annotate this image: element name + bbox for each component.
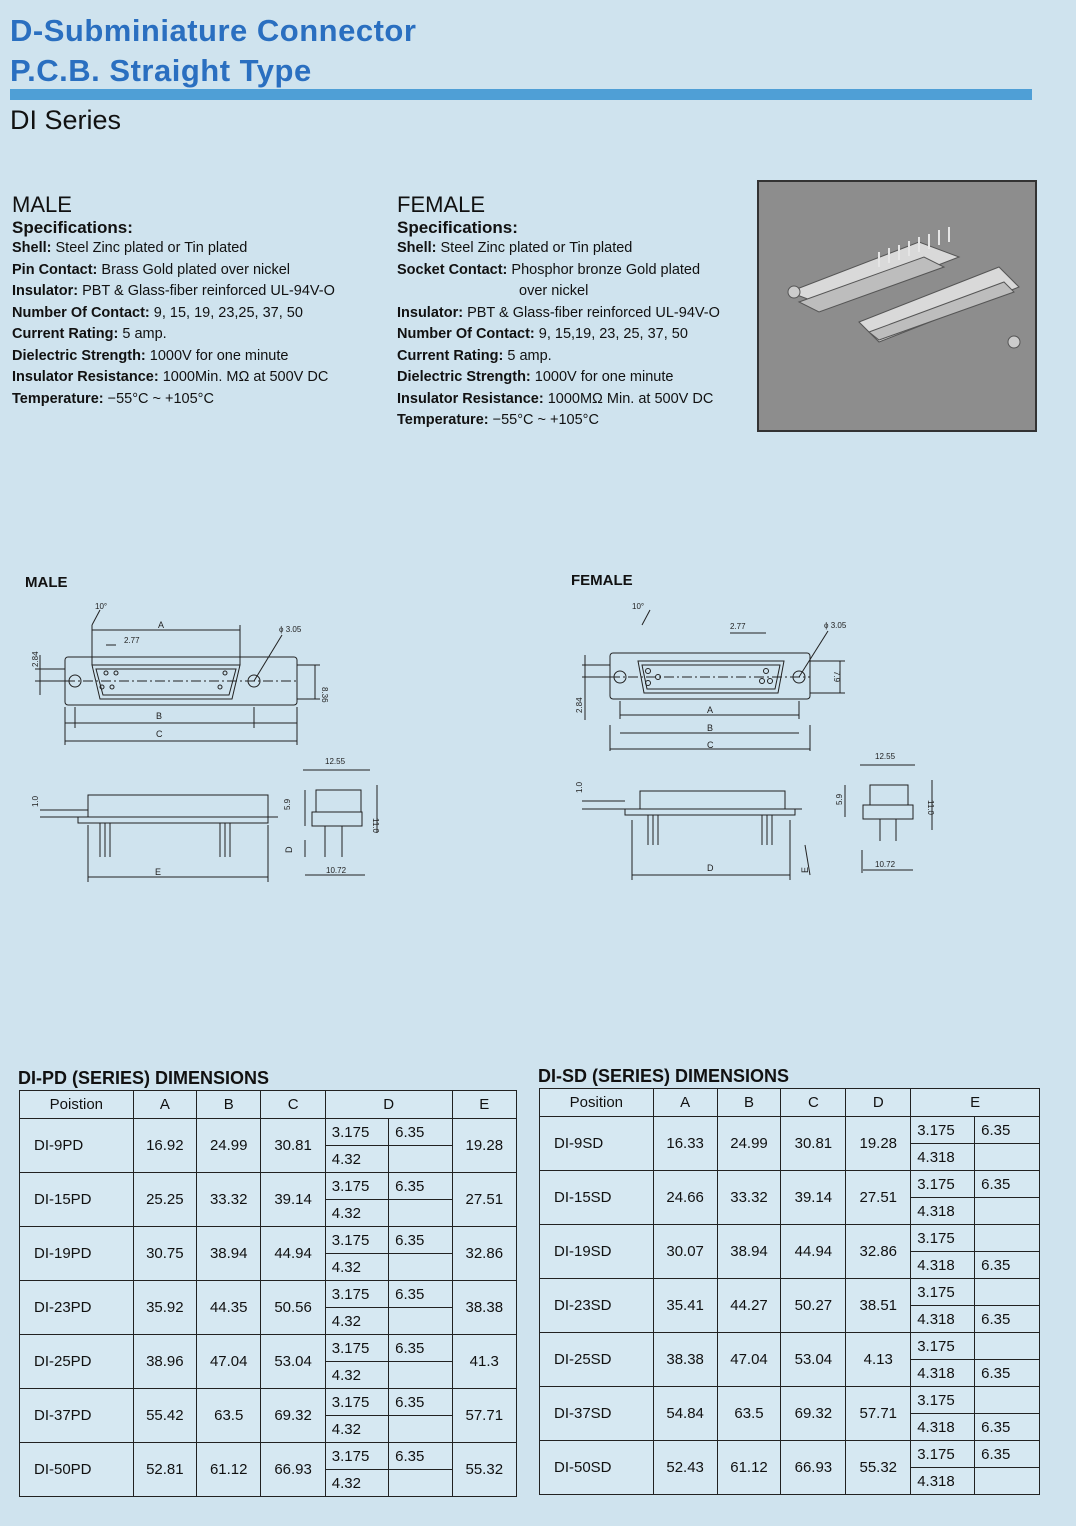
sd-cell-e2 [975,1225,1040,1252]
sd-cell-e3: 4.318 [911,1414,975,1441]
pd-cell-e: 19.28 [452,1119,516,1173]
pd-cell-c: 39.14 [261,1173,325,1227]
pd-cell-c: 44.94 [261,1227,325,1281]
pd-dimensions-table [19,1090,517,1497]
male-spec-line [12,346,387,368]
series-name: DI Series [10,105,122,135]
sd-cell-e3: 4.318 [911,1306,975,1333]
male-dim-b: B [156,711,163,721]
female-spec-line [397,324,752,346]
female-spec-block [397,192,752,432]
pd-cell-name: DI-23PD [20,1281,134,1335]
male-spec-line [12,281,387,303]
sd-cell-e3: 4.318 [911,1252,975,1279]
page-title-line2: P.C.B. Straight Type [10,53,312,88]
sd-cell-e2: 6.35 [975,1171,1040,1198]
sd-cell-b: 24.99 [717,1117,781,1171]
pd-cell-a: 38.96 [133,1335,196,1389]
male-dim-thickness: 1.0 [31,795,40,807]
male-spec-value: 5 amp. [122,326,167,342]
sd-cell-name: DI-19SD [540,1225,654,1279]
pd-cell-d1: 3.175 [325,1173,388,1200]
sd-cell-e1: 3.175 [911,1441,975,1468]
male-dim-height: 8.36 [320,687,329,703]
sd-cell-a: 24.66 [653,1171,717,1225]
female-dim-height: 7.9 [832,671,841,683]
male-dim-pitch: 2.77 [124,636,140,645]
sd-cell-b: 47.04 [717,1333,781,1387]
female-dim-offset: 2.84 [575,697,584,713]
pd-cell-a: 30.75 [133,1227,196,1281]
sd-cell-name: DI-9SD [540,1117,654,1171]
male-spec-value: 1000Min. MΩ at 500V DC [162,369,329,385]
pd-cell-d1: 3.175 [325,1119,388,1146]
male-dim-depth: 5.9 [283,798,292,810]
pd-cell-b: 24.99 [197,1119,261,1173]
pd-cell-e: 41.3 [452,1335,516,1389]
pd-cell-name: DI-37PD [20,1389,134,1443]
female-spec-line [397,238,752,260]
female-shell-outline [610,653,810,699]
male-drawing-label: MALE [25,574,68,591]
sd-cell-e1: 3.175 [911,1225,975,1252]
female-spec-line [397,410,752,432]
female-spec-value: −55°C ~ +105°C [492,412,599,428]
female-spec-label: Insulator: [397,304,464,321]
pd-cell-b: 47.04 [197,1335,261,1389]
sd-cell-b: 61.12 [717,1441,781,1495]
pd-cell-d4 [389,1146,452,1173]
sd-header-e: E [911,1089,1040,1117]
pd-cell-e: 32.86 [452,1227,516,1281]
sd-cell-e4: 6.35 [975,1360,1040,1387]
pd-header-b: B [197,1091,261,1119]
table-row [540,1387,1040,1414]
male-spec-label: Insulator Resistance: [12,369,159,385]
female-spec-line [397,346,752,368]
female-dim-total-height: 11.0 [926,800,935,815]
male-dim-total-height: 11.0 [371,818,380,833]
table-row [20,1227,517,1254]
male-spec-value: Brass Gold plated over nickel [101,261,291,278]
sd-header-a: A [653,1089,717,1117]
sd-cell-c: 50.27 [781,1279,846,1333]
pd-cell-d3: 4.32 [325,1362,388,1389]
pd-cell-name: DI-25PD [20,1335,134,1389]
female-dim-thickness: 1.0 [575,781,584,793]
male-spec-line [12,324,387,346]
female-dim-e: E [800,866,810,873]
female-drawing-label: FEMALE [571,572,633,589]
male-spec-label: Temperature: [12,390,104,407]
table-row [540,1279,1040,1306]
pd-cell-b: 44.35 [197,1281,261,1335]
male-angle-label: 10° [95,602,108,611]
pd-cell-a: 55.42 [133,1389,196,1443]
sd-cell-e4: 6.35 [975,1306,1040,1333]
male-heading: MALE [12,192,72,217]
male-drawing [20,595,400,885]
pd-cell-d3: 4.32 [325,1146,388,1173]
sd-cell-c: 69.32 [781,1387,846,1441]
sd-cell-name: DI-23SD [540,1279,654,1333]
table-row [540,1117,1040,1144]
pd-cell-e: 38.38 [452,1281,516,1335]
female-spec-value: Phosphor bronze Gold plated [511,261,701,278]
female-dim-c: C [707,740,714,750]
pd-cell-name: DI-9PD [20,1119,134,1173]
male-dim-width-top: 12.55 [325,757,346,766]
female-dim-hole: ϕ 3.05 [824,621,847,630]
pd-cell-e: 57.71 [452,1389,516,1443]
sd-table-title: DI-SD (SERIES) DIMENSIONS [538,1066,790,1086]
sd-cell-e2 [975,1333,1040,1360]
pd-cell-c: 53.04 [261,1335,325,1389]
sd-cell-e4: 6.35 [975,1414,1040,1441]
female-spec-heading: Specifications: [397,218,518,237]
table-row [20,1335,517,1362]
sd-cell-a: 52.43 [653,1441,717,1495]
pd-cell-b: 61.12 [197,1443,261,1497]
female-spec-line [397,281,752,303]
pd-cell-d3: 4.32 [325,1470,388,1497]
pd-cell-d1: 3.175 [325,1227,388,1254]
page-title-line1: D-Subminiature Connector [10,13,417,48]
male-spec-heading: Specifications: [12,218,133,237]
male-spec-line [12,303,387,325]
male-spec-value: 9, 15, 19, 23,25, 37, 50 [153,304,303,321]
sd-cell-e1: 3.175 [911,1279,975,1306]
sd-cell-a: 30.07 [653,1225,717,1279]
pd-table-title: DI-PD (SERIES) DIMENSIONS [18,1068,270,1088]
table-row [20,1281,517,1308]
title-bar [10,89,1032,100]
male-dim-c: C [156,729,163,739]
pd-cell-d4 [389,1254,452,1281]
sd-cell-c: 44.94 [781,1225,846,1279]
pd-header-a: A [133,1091,196,1119]
male-spec-label: Pin Contact: [12,261,98,278]
female-spec-value: 5 amp. [507,347,552,364]
pd-cell-d2: 6.35 [389,1227,452,1254]
male-spec-label: Number Of Contact: [12,304,150,321]
table-row [540,1441,1040,1468]
connector-photo [757,180,1037,432]
sd-cell-e4: 6.35 [975,1252,1040,1279]
pd-cell-name: DI-19PD [20,1227,134,1281]
female-spec-label: Socket Contact: [397,261,508,278]
sd-cell-a: 16.33 [653,1117,717,1171]
pd-cell-d3: 4.32 [325,1200,388,1227]
male-spec-label: Shell: [12,240,52,256]
sd-header-position: Position [540,1089,654,1117]
sd-cell-b: 44.27 [717,1279,781,1333]
pd-cell-a: 25.25 [133,1173,196,1227]
sd-cell-e1: 3.175 [911,1171,975,1198]
sd-cell-e2: 6.35 [975,1117,1040,1144]
pd-cell-d1: 3.175 [325,1335,388,1362]
pd-header-e: E [452,1091,516,1119]
sd-cell-b: 33.32 [717,1171,781,1225]
female-dim-width-top: 12.55 [875,752,896,761]
pd-cell-d1: 3.175 [325,1281,388,1308]
sd-cell-e3: 4.318 [911,1360,975,1387]
pd-cell-d2: 6.35 [389,1443,452,1470]
pd-header-c: C [261,1091,325,1119]
pd-cell-d2: 6.35 [389,1281,452,1308]
pd-cell-d4 [389,1200,452,1227]
male-dim-e: E [155,867,162,877]
sd-cell-d: 32.86 [846,1225,911,1279]
female-angle-label: 10° [632,602,645,611]
pd-cell-name: DI-15PD [20,1173,134,1227]
male-dim-width-bottom: 10.72 [326,866,347,875]
pd-header-d: D [325,1091,452,1119]
female-spec-value: 9, 15,19, 23, 25, 37, 50 [538,326,688,342]
male-spec-label: Dielectric Strength: [12,347,146,364]
pd-cell-c: 66.93 [261,1443,325,1497]
table-row [540,1225,1040,1252]
sd-cell-e1: 3.175 [911,1387,975,1414]
female-spec-value: PBT & Glass-fiber reinforced UL-94V-O [467,304,720,321]
female-dim-width-bottom: 10.72 [875,860,896,869]
sd-cell-name: DI-37SD [540,1387,654,1441]
male-dim-a: A [158,620,165,630]
male-spec-line [12,238,387,260]
sd-header-d: D [846,1089,911,1117]
sd-cell-name: DI-25SD [540,1333,654,1387]
pd-cell-d4 [389,1470,452,1497]
female-spec-label: Temperature: [397,412,489,428]
pd-cell-e: 55.32 [452,1443,516,1497]
table-row [540,1333,1040,1360]
sd-dimensions-table [539,1088,1040,1495]
sd-cell-e1: 3.175 [911,1333,975,1360]
table-row [20,1389,517,1416]
pd-cell-e: 27.51 [452,1173,516,1227]
pd-cell-a: 35.92 [133,1281,196,1335]
male-spec-list [12,238,387,410]
male-dim-hole: ϕ 3.05 [279,625,302,634]
table-row [20,1173,517,1200]
sd-cell-d: 4.13 [846,1333,911,1387]
pd-cell-a: 16.92 [133,1119,196,1173]
sd-cell-d: 27.51 [846,1171,911,1225]
pd-cell-b: 38.94 [197,1227,261,1281]
pd-cell-c: 30.81 [261,1119,325,1173]
sd-header-c: C [781,1089,846,1117]
female-spec-label: Insulator Resistance: [397,390,544,407]
female-spec-label: Number Of Contact: [397,326,535,342]
male-dim-d: D [284,846,294,853]
pd-cell-d3: 4.32 [325,1308,388,1335]
sd-cell-e2 [975,1387,1040,1414]
sd-cell-c: 66.93 [781,1441,846,1495]
pd-cell-d3: 4.32 [325,1254,388,1281]
male-spec-label: Insulator: [12,283,79,299]
female-spec-label: Shell: [397,240,437,256]
male-dim-offset: 2.84 [31,651,40,667]
female-spec-line [397,389,752,411]
sd-cell-a: 35.41 [653,1279,717,1333]
pd-cell-d3: 4.32 [325,1416,388,1443]
male-spec-label: Current Rating: [12,326,119,342]
pd-cell-d1: 3.175 [325,1443,388,1470]
sd-cell-c: 30.81 [781,1117,846,1171]
sd-cell-d: 55.32 [846,1441,911,1495]
table-row [20,1119,517,1146]
pd-cell-name: DI-50PD [20,1443,134,1497]
female-drawing [570,595,950,885]
female-spec-label: Current Rating: [397,347,504,364]
male-spec-value: 1000V for one minute [149,347,289,364]
pd-cell-a: 52.81 [133,1443,196,1497]
pd-cell-b: 33.32 [197,1173,261,1227]
sd-cell-a: 38.38 [653,1333,717,1387]
pd-cell-c: 50.56 [261,1281,325,1335]
female-spec-value: 1000V for one minute [534,369,674,385]
sd-cell-e1: 3.175 [911,1117,975,1144]
sd-cell-e2: 6.35 [975,1441,1040,1468]
pd-header-position: Poistion [20,1091,134,1119]
sd-cell-name: DI-50SD [540,1441,654,1495]
female-spec-label: Dielectric Strength: [397,369,531,385]
female-dim-depth: 5.9 [835,793,844,805]
female-spec-value: Steel Zinc plated or Tin plated [440,240,633,256]
sd-cell-b: 38.94 [717,1225,781,1279]
sd-cell-e4 [975,1468,1040,1495]
sd-cell-d: 19.28 [846,1117,911,1171]
pd-cell-d2: 6.35 [389,1119,452,1146]
male-spec-value: PBT & Glass-fiber reinforced UL-94V-O [82,283,335,299]
female-spec-line [397,303,752,325]
female-dim-b: B [707,723,714,733]
female-spec-value: 1000MΩ Min. at 500V DC [547,390,714,407]
pd-cell-d2: 6.35 [389,1389,452,1416]
male-spec-value: Steel Zinc plated or Tin plated [55,240,248,256]
sd-cell-e3: 4.318 [911,1144,975,1171]
pd-cell-d4 [389,1416,452,1443]
pd-cell-d2: 6.35 [389,1173,452,1200]
sd-cell-b: 63.5 [717,1387,781,1441]
pd-cell-d1: 3.175 [325,1389,388,1416]
female-heading: FEMALE [397,192,486,217]
table-row [20,1443,517,1470]
male-spec-line [12,367,387,389]
pd-cell-d2: 6.35 [389,1335,452,1362]
female-spec-list [397,238,752,432]
pd-cell-b: 63.5 [197,1389,261,1443]
female-dim-pitch: 2.77 [730,622,746,631]
sd-cell-c: 53.04 [781,1333,846,1387]
male-spec-line [12,260,387,282]
sd-cell-d: 57.71 [846,1387,911,1441]
pd-cell-c: 69.32 [261,1389,325,1443]
connector-photo-image [759,182,1035,430]
male-spec-line [12,389,387,411]
sd-cell-e3: 4.318 [911,1468,975,1495]
sd-cell-e2 [975,1279,1040,1306]
sd-cell-e4 [975,1144,1040,1171]
female-dim-d: D [707,863,714,873]
male-spec-value: −55°C ~ +105°C [107,390,214,407]
female-dim-a: A [707,705,714,715]
sd-header-b: B [717,1089,781,1117]
table-row [540,1171,1040,1198]
sd-cell-d: 38.51 [846,1279,911,1333]
female-spec-line [397,260,752,282]
sd-cell-e3: 4.318 [911,1198,975,1225]
female-spec-value: over nickel [519,283,589,299]
male-spec-block [12,192,387,410]
pd-cell-d4 [389,1308,452,1335]
sd-cell-name: DI-15SD [540,1171,654,1225]
female-spec-line [397,367,752,389]
sd-cell-c: 39.14 [781,1171,846,1225]
sd-cell-a: 54.84 [653,1387,717,1441]
sd-cell-e4 [975,1198,1040,1225]
pd-cell-d4 [389,1362,452,1389]
